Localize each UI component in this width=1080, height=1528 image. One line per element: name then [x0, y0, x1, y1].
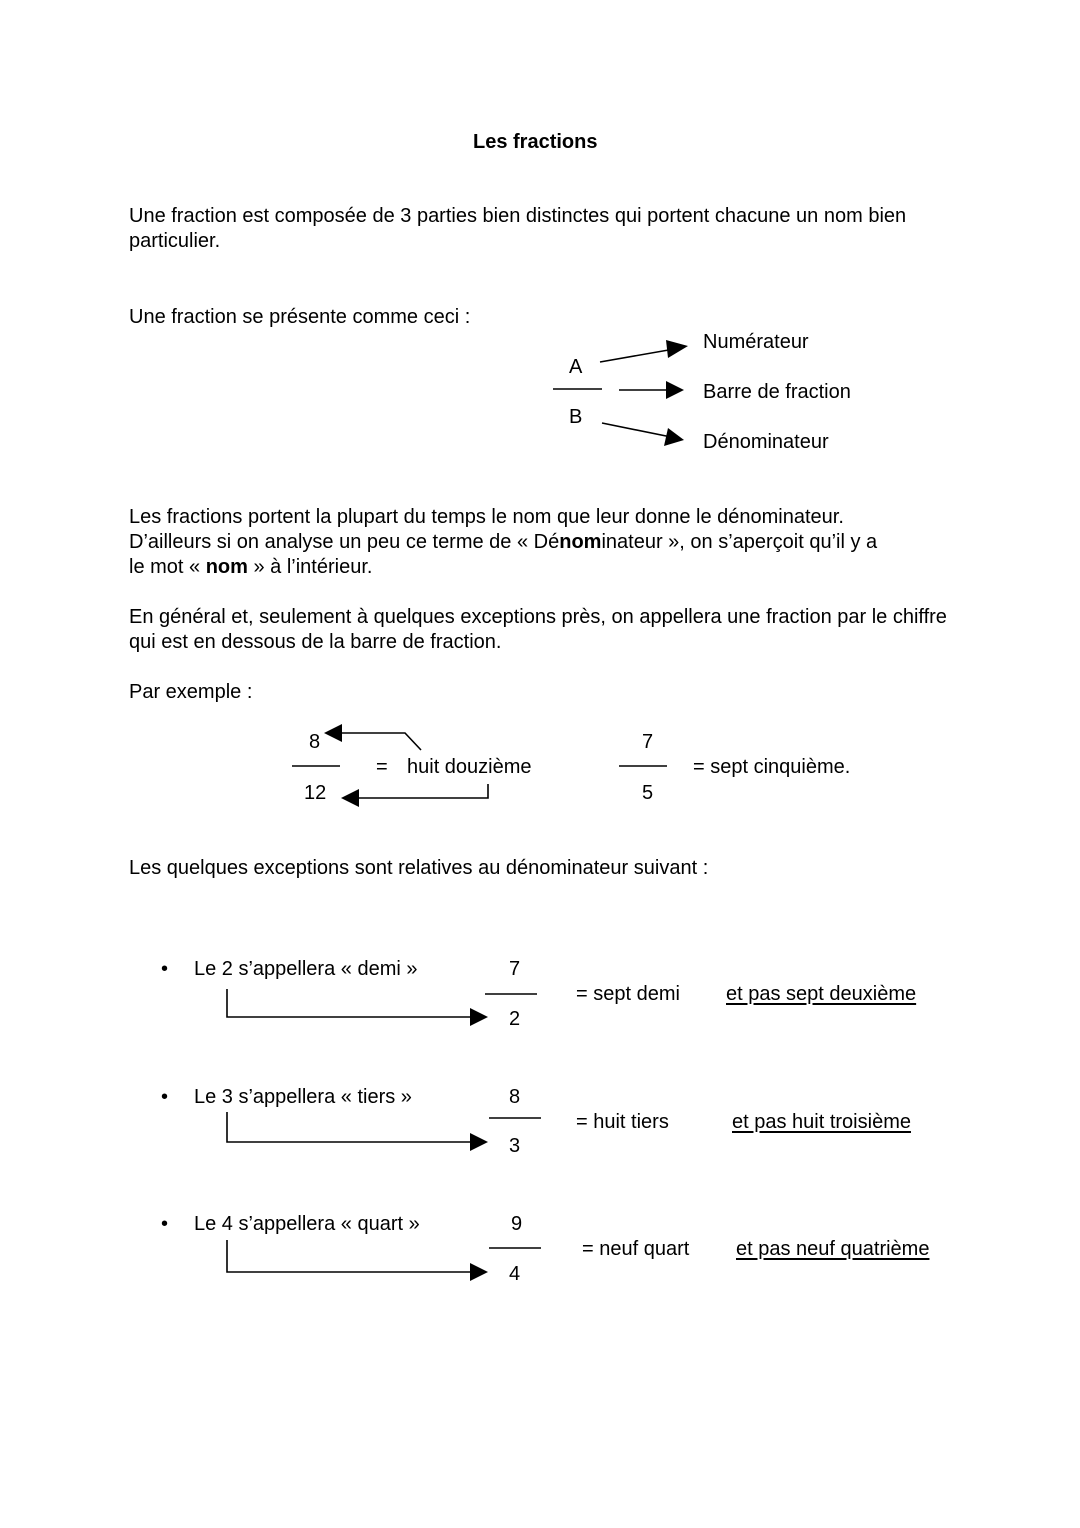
naming-line3-post: » à l’intérieur. — [247, 556, 373, 578]
bullet-2: • — [161, 1086, 169, 1108]
naming-line2-pre: D’ailleurs si on analyse un peu ce terme de « Dé — [129, 531, 560, 553]
numerator-symbol: A — [569, 356, 583, 378]
naming-line1: Les fractions portent la plupart du temps le nom que leur donne le dénominateur. — [129, 506, 844, 528]
exception3-denominator: 4 — [509, 1263, 521, 1285]
intro-paragraph: Une fraction est composée de 3 parties bien distinctes qui portent chacune un nom bien particulier. — [129, 205, 907, 252]
example1-name: huit douzième — [407, 756, 532, 778]
presentation-label: Une fraction se présente comme ceci : — [129, 306, 471, 328]
example2-numerator: 7 — [642, 731, 654, 753]
naming-line3-pre: le mot « — [129, 556, 206, 578]
general-paragraph: En général et, seulement à quelques exceptions près, on appellera une fraction par le chiffre qui est en dessous de la barre de fraction. — [129, 606, 947, 653]
exception3-numerator: 9 — [511, 1213, 523, 1235]
example1-equals: = — [376, 756, 388, 778]
bullet-3: • — [161, 1213, 169, 1235]
bullet-1: • — [161, 958, 169, 980]
example-label: Par exemple : — [129, 681, 253, 703]
arrowhead-barre — [666, 381, 684, 399]
label-barre-de-fraction: Barre de fraction — [703, 381, 851, 403]
exception2-denominator: 3 — [509, 1135, 521, 1157]
exception2-arrow — [227, 1112, 472, 1142]
naming-line3-bold: nom — [205, 556, 248, 578]
exception1-reading: = sept demi — [576, 983, 680, 1005]
arrowhead-exception1 — [470, 1008, 488, 1026]
exception1-denominator: 2 — [509, 1008, 521, 1030]
exception3-arrow — [227, 1240, 472, 1272]
example2-denominator: 5 — [642, 782, 654, 804]
arrowhead-denominateur — [664, 428, 684, 446]
arrowhead-numerateur — [666, 340, 688, 358]
denominator-symbol: B — [569, 406, 583, 428]
example2-name: = sept cinquième. — [693, 756, 851, 778]
label-numerateur: Numérateur — [703, 331, 809, 353]
arrow-numerateur — [600, 348, 680, 362]
exception2-rule: Le 3 s’appellera « tiers » — [194, 1086, 412, 1108]
arrowhead-example1-bottom — [341, 789, 359, 807]
arrowhead-exception2 — [470, 1133, 488, 1151]
naming-line2-bold: nom — [559, 531, 602, 553]
example1-numerator: 8 — [309, 731, 321, 753]
arrowhead-example1-top — [324, 724, 342, 742]
page-title: Les fractions — [473, 131, 598, 153]
naming-line2-post: inateur », on s’aperçoit qu’il y a — [601, 531, 878, 553]
example1-arrow-bottom — [356, 784, 488, 798]
exception2-numerator: 8 — [509, 1086, 521, 1108]
exception1-rule: Le 2 s’appellera « demi » — [194, 958, 418, 980]
arrow-denominateur — [602, 423, 676, 438]
exceptions-label: Les quelques exceptions sont relatives au dénominateur suivant : — [129, 857, 709, 879]
exception1-not: et pas sept deuxième — [726, 983, 917, 1005]
label-denominateur: Dénominateur — [703, 431, 829, 453]
exception2-not: et pas huit troisième — [732, 1111, 911, 1133]
exception1-numerator: 7 — [509, 958, 521, 980]
exception2-reading: = huit tiers — [576, 1111, 669, 1133]
exception3-not: et pas neuf quatrième — [736, 1238, 930, 1260]
example1-denominator: 12 — [304, 782, 327, 804]
example1-arrow-top — [340, 733, 421, 750]
naming-paragraph — [129, 505, 959, 580]
exception3-rule: Le 4 s’appellera « quart » — [194, 1213, 420, 1235]
exception3-reading: = neuf quart — [582, 1238, 690, 1260]
exception1-arrow — [227, 989, 472, 1017]
arrowhead-exception3 — [470, 1263, 488, 1281]
